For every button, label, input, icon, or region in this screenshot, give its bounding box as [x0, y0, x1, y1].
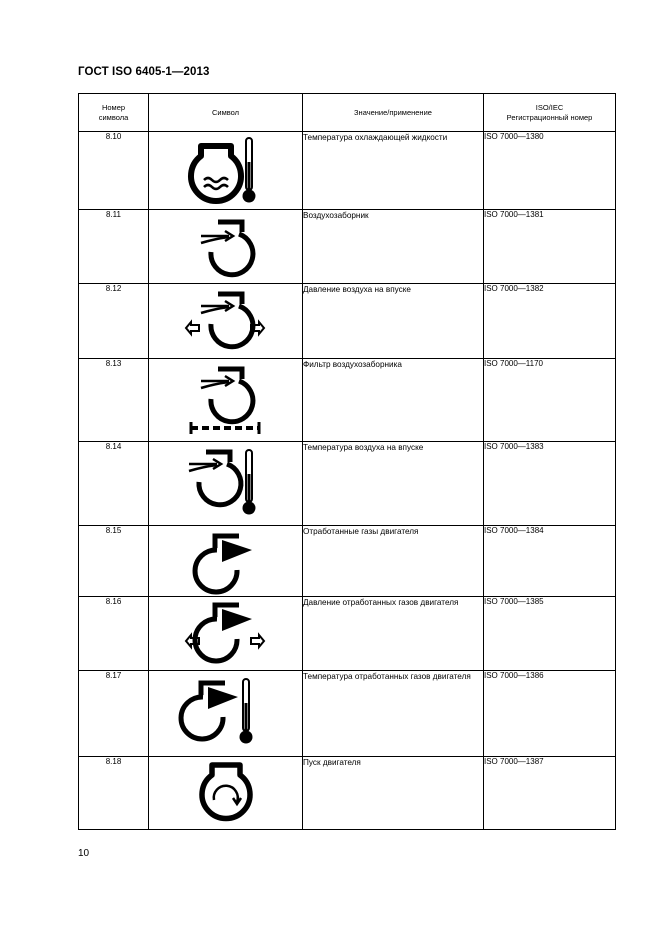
row-number: 8.18: [79, 757, 149, 830]
table-row: [79, 597, 616, 671]
row-number: 8.10: [79, 132, 149, 210]
row-number: 8.14: [79, 442, 149, 526]
table-row: [79, 442, 616, 526]
page-number: 10: [78, 848, 90, 859]
row-meaning: Фильтр воздухозаборника: [303, 359, 484, 442]
row-reg: ISO 7000—1385: [484, 597, 616, 671]
header-symbol: Символ: [149, 94, 303, 132]
table-row: [79, 359, 616, 442]
row-reg: ISO 7000—1383: [484, 442, 616, 526]
table-row: [79, 284, 616, 359]
row-symbol: [149, 671, 303, 757]
row-meaning: Воздухозаборник: [303, 210, 484, 284]
header-iso: [484, 94, 616, 132]
row-meaning: Температура охлаждающей жидкости: [303, 132, 484, 210]
row-number: 8.17: [79, 671, 149, 757]
air-intake-filter-icon: [149, 359, 303, 442]
row-meaning: Температура отработанных газов двигателя: [303, 671, 484, 757]
intake-air-pressure-icon: [149, 284, 303, 359]
row-number: 8.15: [79, 526, 149, 597]
exhaust-temperature-icon: [149, 671, 303, 757]
row-meaning: Температура воздуха на впуске: [303, 442, 484, 526]
row-number: 8.13: [79, 359, 149, 442]
table-row: [79, 210, 616, 284]
intake-air-temperature-icon: [149, 442, 303, 526]
table-row: [79, 526, 616, 597]
document-title: ГОСТ ISO 6405-1—2013: [78, 66, 210, 78]
row-symbol: [149, 526, 303, 597]
table-row: [79, 671, 616, 757]
row-number: 8.12: [79, 284, 149, 359]
row-meaning: Давление воздуха на впуске: [303, 284, 484, 359]
table-row: [79, 132, 616, 210]
row-meaning: Давление отработанных газов двигателя: [303, 597, 484, 671]
row-reg: ISO 7000—1387: [484, 757, 616, 830]
header-iso-line2: Регистрационный номер: [506, 112, 593, 122]
row-symbol: [149, 210, 303, 284]
table-row: [79, 757, 616, 830]
row-number: 8.11: [79, 210, 149, 284]
row-meaning: Пуск двигателя: [303, 757, 484, 830]
header-iso-line1: ISO/IEC: [535, 102, 564, 112]
table-header-row: [79, 94, 616, 132]
header-number-text: Номер символа: [98, 102, 129, 122]
row-symbol: [149, 442, 303, 526]
row-reg: ISO 7000—1382: [484, 284, 616, 359]
row-reg: ISO 7000—1384: [484, 526, 616, 597]
header-meaning: Значение/применение: [303, 94, 484, 132]
row-reg: ISO 7000—1380: [484, 132, 616, 210]
row-symbol: [149, 359, 303, 442]
row-meaning: Отработанные газы двигателя: [303, 526, 484, 597]
engine-exhaust-icon: [149, 526, 303, 597]
row-reg: ISO 7000—1381: [484, 210, 616, 284]
engine-start-icon: [149, 757, 303, 830]
air-intake-icon: [149, 210, 303, 284]
row-symbol: [149, 284, 303, 359]
row-symbol: [149, 132, 303, 210]
row-number: 8.16: [79, 597, 149, 671]
header-number: [79, 94, 149, 132]
engine-coolant-temperature-icon: [149, 132, 303, 210]
symbols-table: [78, 93, 616, 830]
row-symbol: [149, 757, 303, 830]
row-reg: ISO 7000—1386: [484, 671, 616, 757]
row-reg: ISO 7000—1170: [484, 359, 616, 442]
exhaust-pressure-icon: [149, 597, 303, 671]
row-symbol: [149, 597, 303, 671]
